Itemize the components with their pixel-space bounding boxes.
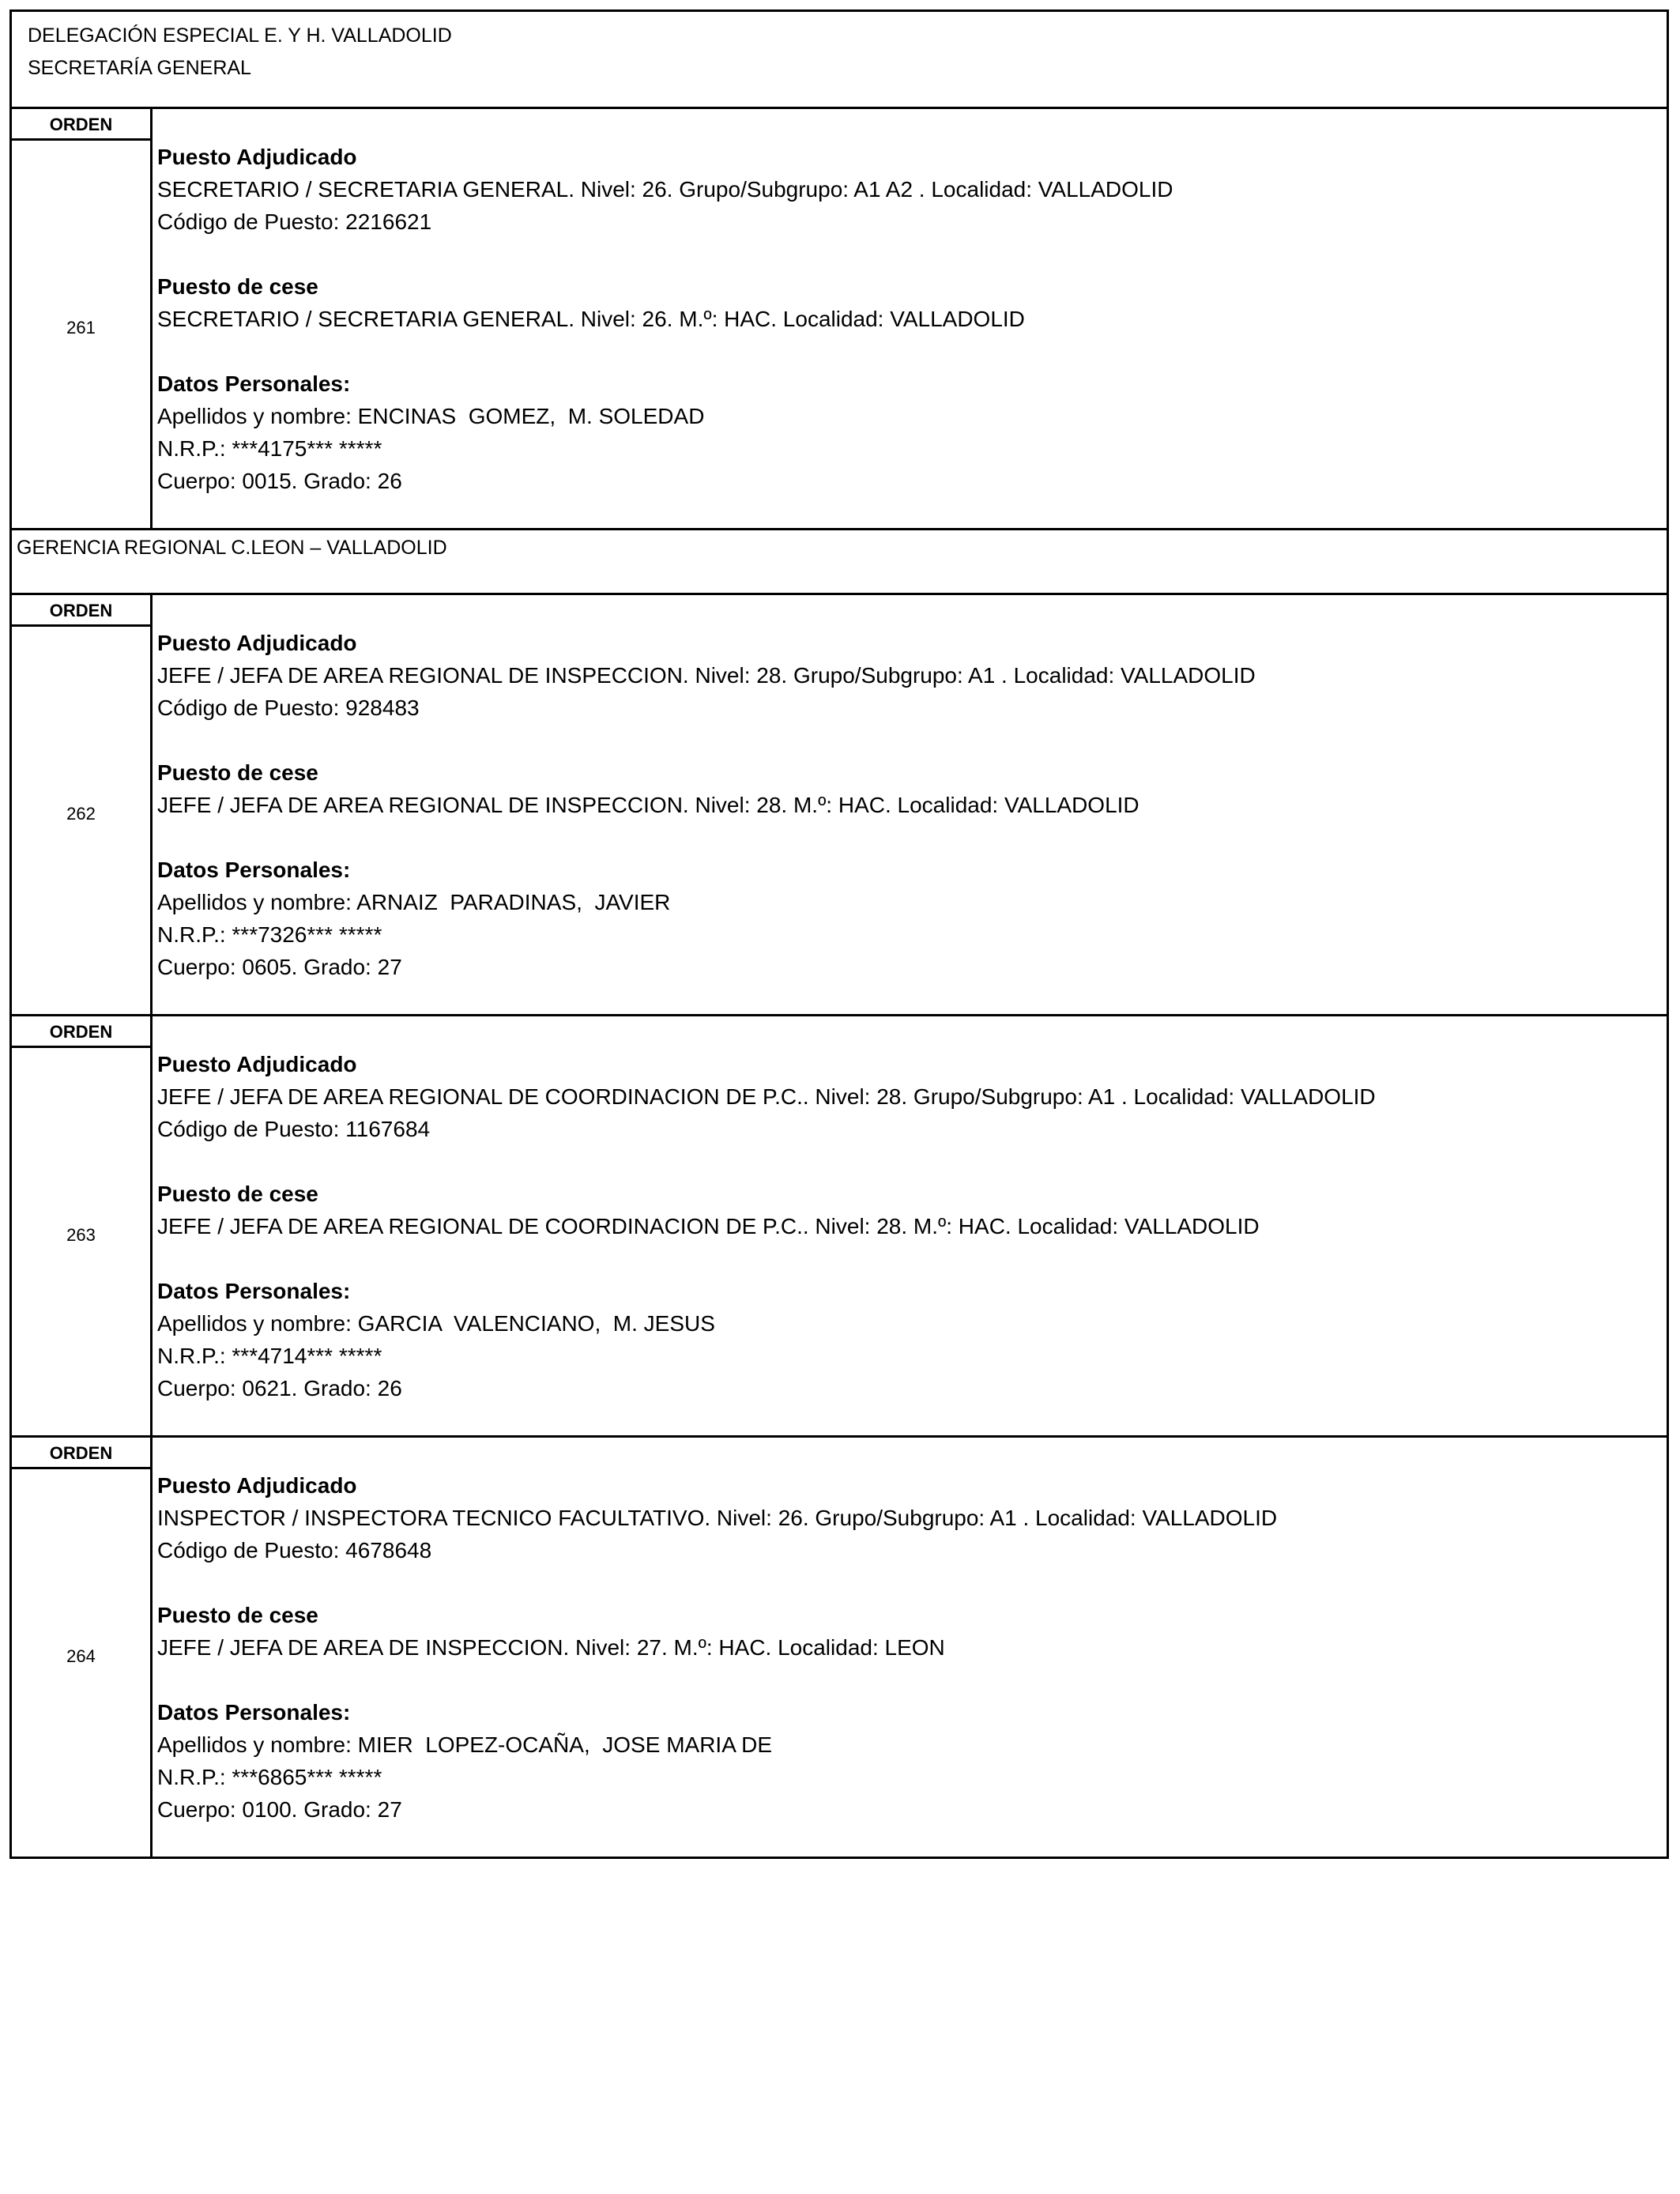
codigo-puesto: Código de Puesto: 2216621 (157, 209, 432, 234)
datos-heading: Datos Personales: (157, 371, 351, 396)
cese-text: JEFE / JEFA DE AREA REGIONAL DE COORDINACION DE P.C.. Nivel: 28. M.º: HAC. Localidad: VALLADOLID (157, 1214, 1260, 1238)
nrp: N.R.P.: ***4175*** ***** (157, 436, 382, 461)
apellidos-nombre: Apellidos y nombre: GARCIA VALENCIANO, M. JESUS (157, 1311, 715, 1336)
cese-text: SECRETARIO / SECRETARIA GENERAL. Nivel: 26. M.º: HAC. Localidad: VALLADOLID (157, 307, 1025, 331)
codigo-puesto: Código de Puesto: 1167684 (157, 1117, 431, 1141)
entry-details (153, 1438, 1667, 1857)
document-table (9, 9, 1669, 1859)
department-name: DELEGACIÓN ESPECIAL E. Y H. VALLADOLID (28, 25, 452, 47)
orden-number: 262 (66, 804, 96, 824)
orden-number: 261 (66, 318, 96, 337)
cese-heading: Puesto de cese (157, 274, 318, 299)
adjudicado-heading: Puesto Adjudicado (157, 145, 357, 169)
apellidos-nombre: Apellidos y nombre: ENCINAS GOMEZ, M. SOLEDAD (157, 404, 705, 428)
cuerpo-grado: Cuerpo: 0015. Grado: 26 (157, 469, 402, 493)
entry-details (153, 109, 1667, 528)
adjudicado-text: JEFE / JEFA DE AREA REGIONAL DE COORDINACION DE P.C.. Nivel: 28. Grupo/Subgrupo: A1 . Localidad: VALLADOLID (157, 1084, 1376, 1109)
codigo-puesto: Código de Puesto: 4678648 (157, 1538, 432, 1563)
cuerpo-grado: Cuerpo: 0100. Grado: 27 (157, 1797, 402, 1822)
orden-column (12, 1438, 153, 1857)
nrp: N.R.P.: ***6865*** ***** (157, 1765, 382, 1789)
cese-heading: Puesto de cese (157, 1182, 318, 1206)
codigo-puesto: Código de Puesto: 928483 (157, 696, 420, 720)
orden-label: ORDEN (12, 595, 150, 627)
apellidos-nombre: Apellidos y nombre: MIER LOPEZ-OCAÑA, JOSE MARIA DE (157, 1732, 772, 1757)
orden-column (12, 109, 153, 528)
orden-column (12, 595, 153, 1014)
adjudicado-heading: Puesto Adjudicado (157, 1473, 357, 1498)
adjudicado-heading: Puesto Adjudicado (157, 1052, 357, 1076)
datos-heading: Datos Personales: (157, 1700, 351, 1725)
adjudicado-text: SECRETARIO / SECRETARIA GENERAL. Nivel: 26. Grupo/Subgrupo: A1 A2 . Localidad: VALLADOLID (157, 177, 1173, 202)
cuerpo-grado: Cuerpo: 0605. Grado: 27 (157, 955, 402, 979)
orden-label: ORDEN (12, 1016, 150, 1048)
entry-details (153, 595, 1667, 1014)
department-header (12, 12, 1667, 109)
adjudicado-heading: Puesto Adjudicado (157, 631, 357, 655)
cese-text: JEFE / JEFA DE AREA REGIONAL DE INSPECCION. Nivel: 28. M.º: HAC. Localidad: VALLADOLID (157, 793, 1139, 817)
entry-row (12, 595, 1667, 1016)
datos-heading: Datos Personales: (157, 858, 351, 882)
orden-column (12, 1016, 153, 1435)
entry-details (153, 1016, 1667, 1435)
apellidos-nombre: Apellidos y nombre: ARNAIZ PARADINAS, JAVIER (157, 890, 671, 914)
department-name: GERENCIA REGIONAL C.LEON – VALLADOLID (17, 537, 447, 559)
cese-text: JEFE / JEFA DE AREA DE INSPECCION. Nivel: 27. M.º: HAC. Localidad: LEON (157, 1635, 945, 1660)
entry-row (12, 1016, 1667, 1438)
entry-row (12, 1438, 1667, 1859)
orden-label: ORDEN (12, 109, 150, 141)
datos-heading: Datos Personales: (157, 1279, 351, 1303)
orden-number: 264 (66, 1646, 96, 1666)
entry-row (12, 109, 1667, 530)
adjudicado-text: JEFE / JEFA DE AREA REGIONAL DE INSPECCION. Nivel: 28. Grupo/Subgrupo: A1 . Localidad: VALLADOLID (157, 663, 1256, 688)
department-header (12, 530, 1667, 595)
orden-label: ORDEN (12, 1438, 150, 1469)
orden-number: 263 (66, 1225, 96, 1245)
adjudicado-text: INSPECTOR / INSPECTORA TECNICO FACULTATIVO. Nivel: 26. Grupo/Subgrupo: A1 . Localidad: VALLADOLID (157, 1506, 1278, 1530)
cese-heading: Puesto de cese (157, 1603, 318, 1627)
nrp: N.R.P.: ***4714*** ***** (157, 1344, 382, 1368)
department-subunit: SECRETARÍA GENERAL (28, 57, 251, 79)
cese-heading: Puesto de cese (157, 760, 318, 785)
nrp: N.R.P.: ***7326*** ***** (157, 922, 382, 947)
cuerpo-grado: Cuerpo: 0621. Grado: 26 (157, 1376, 402, 1400)
